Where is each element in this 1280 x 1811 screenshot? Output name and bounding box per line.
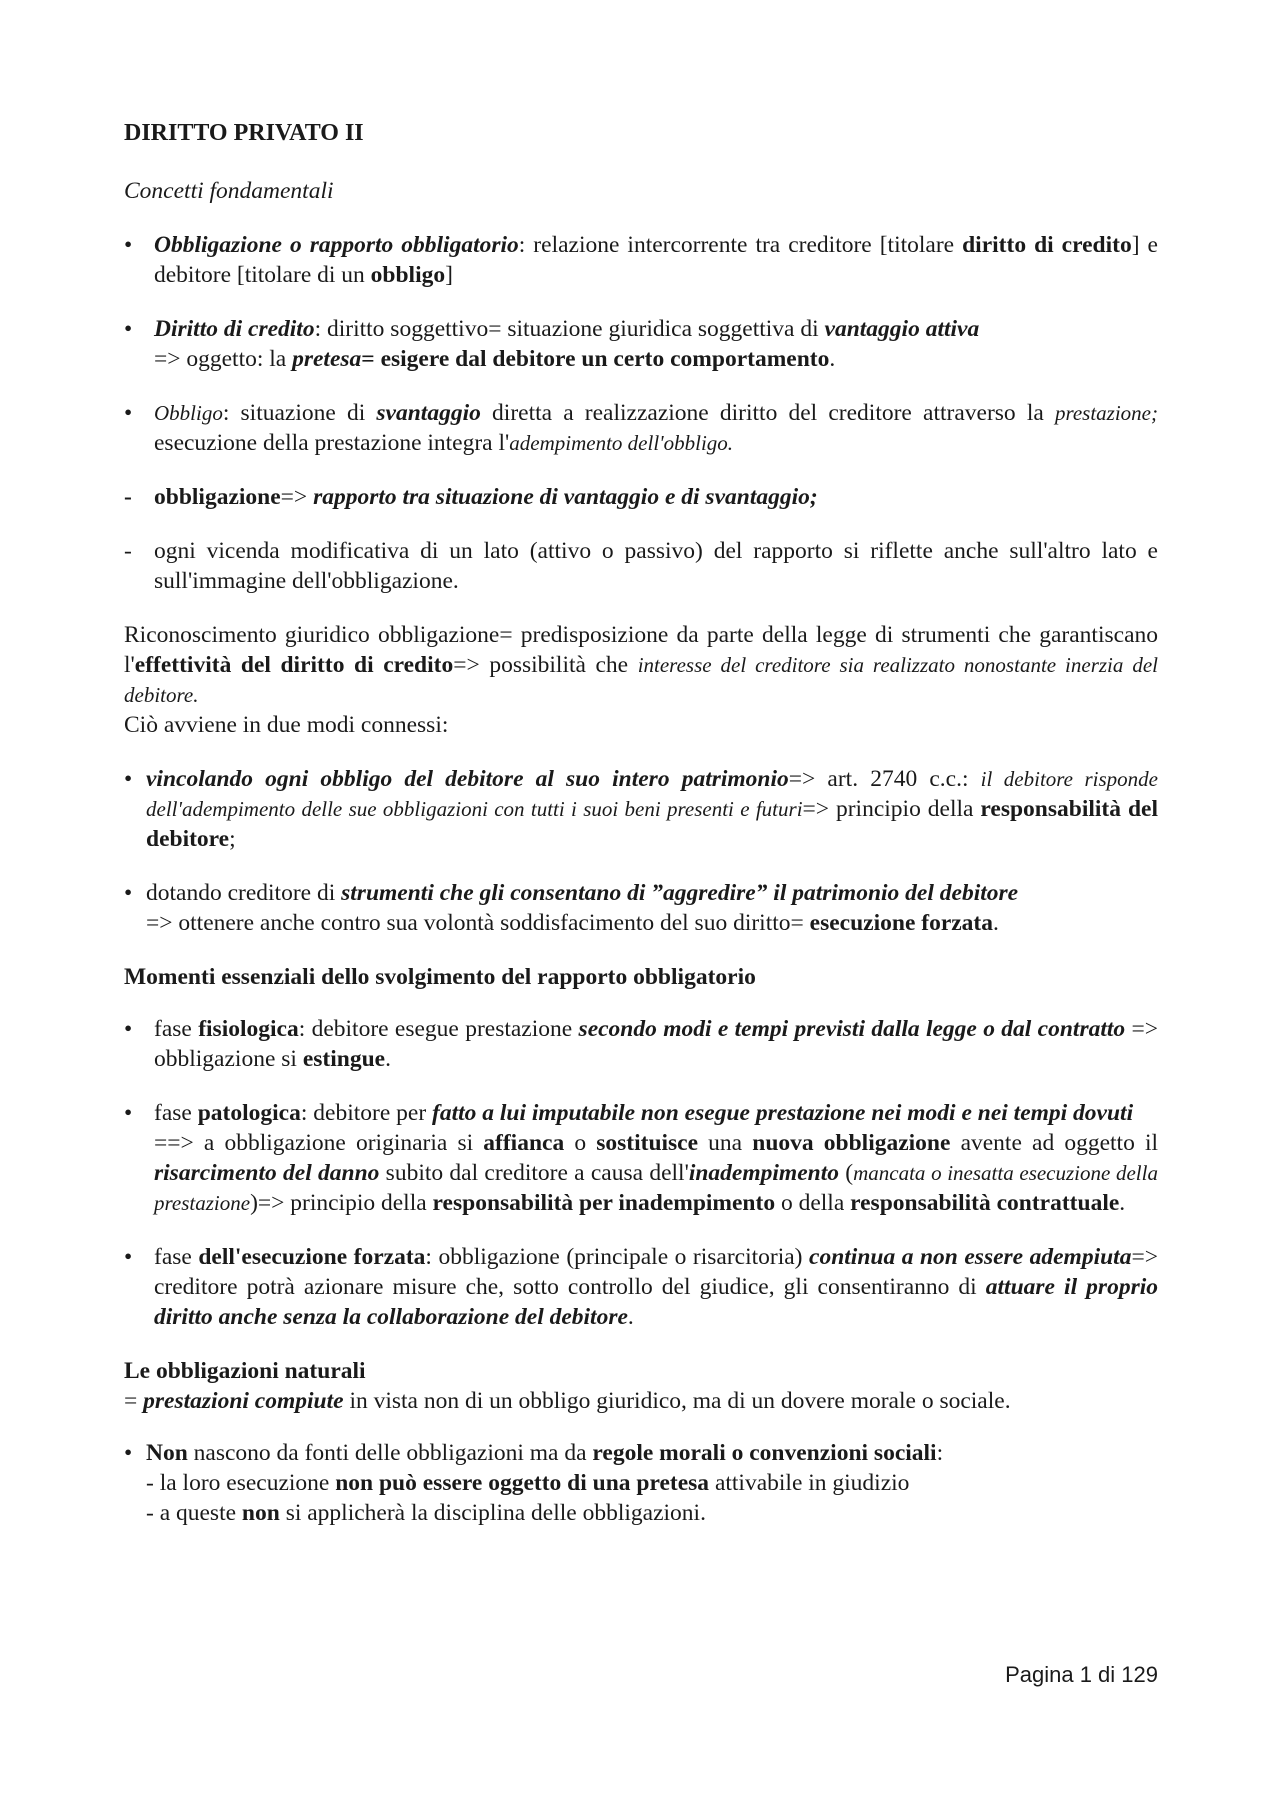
text: nascono da fonti delle obbligazioni ma da [187,1440,593,1466]
text: => ottenere anche contro sua volontà soddisfacimento del suo diritto= [146,910,810,936]
term: obbligazione [154,484,281,510]
term: attuare il proprio diritto anche senza la collaborazione del debitore [154,1274,1158,1330]
term: svantaggio [376,400,481,426]
term: responsabilità contrattuale [850,1190,1120,1216]
text: => oggetto: la [154,346,293,372]
text: => obbligazione si [154,1016,1159,1072]
text: Ciò avviene in due modi connessi: [124,712,449,738]
list-item-diritto-di-credito [124,314,1158,374]
term: esecuzione forzata [809,910,994,936]
list-item-obbligazione [124,230,1158,290]
list-item-dotando [124,878,1158,938]
term: = esigere dal debitore un certo comportamento [361,346,830,372]
text: ( [838,1160,854,1186]
text: in vista non di un obbligo giuridico, ma di un dovere morale o sociale. [343,1388,1011,1414]
term: Obbligo [154,401,223,425]
text: - la loro esecuzione [146,1470,336,1496]
term: non [241,1500,280,1526]
list-item-fase-patologica [124,1098,1158,1218]
term: prestazione; [1054,401,1158,425]
term: secondo modi e tempi previsti dalla legge o dal contratto [578,1016,1126,1042]
term: Diritto di credito [154,316,315,342]
term: obbligo [370,262,446,288]
term: fatto a lui imputabile non esegue prestazione nei modi e nei tempi dovuti [432,1100,1134,1126]
term: affianca [483,1130,565,1156]
bullet-icon: • [124,400,133,426]
text: : [936,1440,944,1466]
text: : relazione intercorrente tra creditore [titolare [518,232,963,258]
text: )=> principio della [250,1190,433,1216]
text: => art. 2740 c.c.: [788,766,981,792]
term: rapporto tra situazione di vantaggio e di svantaggio; [313,484,818,510]
text: ] e debitore [titolare di un [154,232,1158,288]
term: non può essere oggetto di una pretesa [335,1470,710,1496]
term: sostituisce [596,1130,699,1156]
bullet-icon: • [124,1440,133,1466]
section-subtitle: Concetti fondamentali [124,178,334,204]
term: effettività del diritto di credito [134,652,454,678]
term: risarcimento del danno [154,1160,380,1186]
text: esecuzione della prestazione integra l' [154,430,510,456]
text: => creditore potrà azionare misure che, sotto controllo del giudice, gli consentiranno di [154,1244,1158,1300]
list-item-fase-esecuzione [124,1242,1158,1332]
term: interesse del creditore sia realizzato nonostante inerzia del debitore. [124,653,1158,707]
text: => principio della [802,796,981,822]
list-item-dash-vicenda [124,536,1158,596]
term: responsabilità per inadempimento [432,1190,776,1216]
text: : diritto soggettivo= situazione giuridica soggettiva di [314,316,825,342]
term: adempimento dell'obbligo. [509,431,734,455]
term: prestazioni compiute [143,1388,344,1414]
term: diritto di credito [962,232,1132,258]
text: . [993,910,999,936]
text: ] [445,262,453,288]
bullet-icon: • [124,232,133,258]
list-item-dash-rapporto [124,482,1158,512]
section-heading-momenti: Momenti essenziali dello svolgimento del rapporto obbligatorio [124,964,756,990]
text: una [698,1130,753,1156]
text: . [829,346,836,372]
text: o [564,1130,597,1156]
term: estingue [302,1046,386,1072]
bullet-icon: • [124,880,133,906]
text: ogni vicenda modificativa di un lato (attivo o passivo) del rapporto si riflette anche sull'altro lato e sull'immagine dell'obbligazione. [154,538,1158,594]
section-heading-naturali: Le obbligazioni naturali [124,1358,366,1384]
term: Obbligazione o rapporto obbligatorio [154,232,519,258]
text: avente ad oggetto il [950,1130,1159,1156]
text: : debitore esegue prestazione [298,1016,579,1042]
paragraph-obbligazioni-naturali [124,1356,1158,1416]
term: dell'esecuzione forzata [198,1244,426,1270]
term: strumenti che gli consentano di ”aggredire” il patrimonio del debitore [341,880,1019,906]
text: . [385,1046,391,1072]
list-item-fase-fisiologica [124,1014,1158,1074]
term: inadempimento [688,1160,839,1186]
text: o della [775,1190,851,1216]
dash-icon: - [124,538,132,564]
text: - a queste [146,1500,242,1526]
term: responsabilità del debitore [146,796,1158,852]
text: attivabile in giudizio [709,1470,910,1496]
term: continua a non essere adempiuta [809,1244,1132,1270]
text: fase [154,1100,198,1126]
text: . [1119,1190,1126,1216]
bullet-icon: • [124,1100,133,1126]
text: si applicherà la disciplina delle obbligazioni. [279,1500,706,1526]
text: ==> a obbligazione originaria si [154,1130,484,1156]
term: vantaggio attiva [824,316,980,342]
text: => [280,484,314,510]
text: dotando creditore di [146,880,342,906]
text: ; [229,826,236,852]
list-item-non-nascono [124,1438,1158,1528]
document-body [124,118,1158,1552]
bullet-icon: • [124,1244,133,1270]
page-title: DIRITTO PRIVATO II [124,120,364,146]
page-number: Pagina 1 di 129 [1005,1662,1158,1687]
text: fase [154,1016,199,1042]
bullet-icon: • [124,766,133,792]
term: il debitore risponde dell'adempimento delle sue obbligazioni con tutti i suoi beni presenti e futuri [146,767,1159,821]
text: => possibilità che [453,652,638,678]
list-item-vincolando [124,764,1158,854]
text: subito dal creditore a causa dell' [379,1160,689,1186]
bullet-icon: • [124,1016,133,1042]
term: nuova obbligazione [752,1130,951,1156]
text: fase [154,1244,199,1270]
text: Riconoscimento giuridico obbligazione= predisposizione da parte della legge di strumenti che garantiscano l' [124,622,1158,678]
text: : obbligazione (principale o risarcitoria) [425,1244,810,1270]
text: diretta a realizzazione diritto del creditore attraverso la [480,400,1055,426]
text: . [627,1304,634,1330]
dash-icon: - [124,484,132,510]
paragraph-riconoscimento [124,620,1158,740]
bullet-icon: • [124,316,133,342]
term: Non [146,1440,188,1466]
term: pretesa [292,346,362,372]
text: = [124,1388,144,1414]
term: mancata o inesatta esecuzione della prestazione [154,1161,1158,1215]
text: : situazione di [222,400,377,426]
term: patologica [197,1100,301,1126]
term: vincolando ogni obbligo del debitore al suo intero patrimonio [146,766,789,792]
term: fisiologica [198,1016,299,1042]
term: regole morali o convenzioni sociali [592,1440,937,1466]
text: : debitore per [300,1100,433,1126]
list-item-obbligo [124,398,1158,458]
